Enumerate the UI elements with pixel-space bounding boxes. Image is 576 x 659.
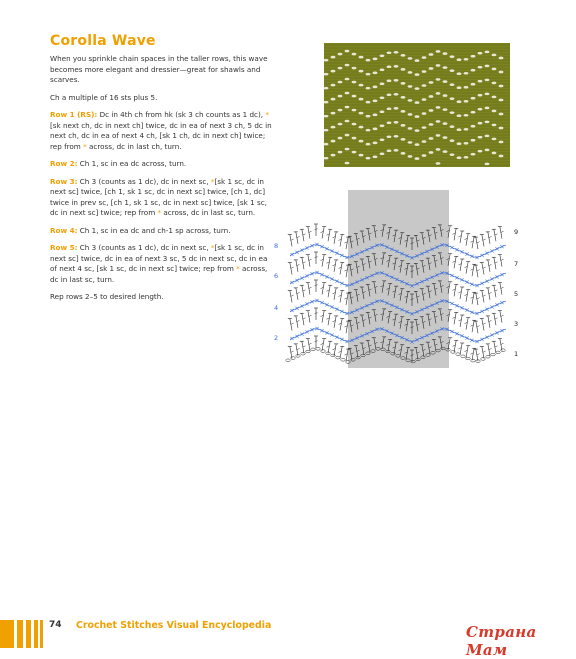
row-number-left: 2 — [274, 334, 279, 342]
row-text: Dc in 4th ch from hk (sk 3 ch counts as 1 dc), — [97, 109, 266, 119]
repeat-marker: * — [157, 208, 162, 218]
row-number-left: 4 — [274, 304, 279, 312]
row-number-right: 3 — [514, 320, 519, 328]
swatch-texture — [324, 45, 510, 165]
repeat-paragraph: Rep rows 2–5 to desired length. — [50, 292, 164, 302]
row-instruction — [50, 226, 276, 237]
row-instruction — [50, 242, 279, 285]
site-watermark: Страна Мам — [466, 623, 537, 659]
row-text: [sk 1 sc, dc in next sc] twice, dc in ea of next 3 sc, 5 dc in next sc, dc in ea of next 4 sc, [sk 1 sc, dc in next sc] twice; rep from — [50, 243, 268, 274]
row-label: Row 5: — [50, 243, 78, 253]
row-text: across, dc in last ch, turn. — [86, 141, 182, 151]
row-label: Row 2: — [50, 159, 78, 169]
page-number: 74 — [49, 620, 62, 630]
row-text: Ch 3 (counts as 1 dc), dc in next sc, — [77, 176, 211, 186]
repeat-marker: * — [265, 109, 269, 119]
repeat-marker: * — [210, 243, 215, 253]
row-text: Ch 3 (counts as 1 dc), dc in next sc, — [77, 243, 211, 253]
repeat-marker: * — [210, 176, 215, 186]
row-instruction — [50, 110, 276, 152]
row-text: across, dc in last sc, turn. — [50, 264, 268, 284]
row-text: [sk 1 sc, dc in next sc] twice, [ch 1, sk 1 sc, dc in next sc] twice, [ch 1, dc] twice in prev sc, [ch 1, sk 1 sc, dc in next sc] twice, [sk 1 sc, dc in next sc] twice; rep from — [50, 176, 267, 218]
row-text: [sk next ch, dc in next ch] twice, dc in ea of next 3 ch, 5 dc in next ch, dc in ea of next 4 ch, [sk 1 ch, dc in next ch] twice; rep from — [50, 120, 272, 151]
row-instruction — [50, 159, 276, 170]
intro-paragraph: When you sprinkle chain spaces in the taller rows, this wave becomes more elegant and dressier—great for shawls and scarves. — [50, 54, 268, 85]
row-number-right: 5 — [514, 290, 519, 298]
repeat-marker: * — [83, 141, 87, 151]
multiple-paragraph: Ch a multiple of 16 sts plus 5. — [50, 92, 158, 102]
row-instructions — [50, 109, 279, 286]
instructions — [50, 54, 279, 312]
row-number-left: 8 — [274, 242, 279, 250]
book-title: Crochet Stitches Visual Encyclopedia — [76, 620, 272, 631]
row-text: Ch 1, sc in ea dc across, turn. — [77, 159, 187, 169]
repeat-marker: * — [236, 264, 240, 274]
pattern-title: Corolla Wave — [50, 33, 156, 49]
stitch-diagram — [268, 186, 530, 372]
row-number-right: 9 — [514, 228, 519, 236]
swatch-photo — [318, 37, 516, 173]
row-text: across, dc in last sc, turn. — [161, 208, 256, 218]
row-label: Row 1 (RS): — [50, 109, 98, 119]
row-label: Row 4: — [50, 225, 78, 235]
row-text: Ch 1, sc in ea dc and ch-1 sp across, turn. — [77, 225, 231, 235]
row-number-left: 6 — [274, 272, 279, 280]
row-number-right: 7 — [514, 260, 519, 268]
row-instruction — [50, 177, 276, 219]
row-number-right: 1 — [514, 350, 519, 358]
row-label: Row 3: — [50, 176, 78, 186]
